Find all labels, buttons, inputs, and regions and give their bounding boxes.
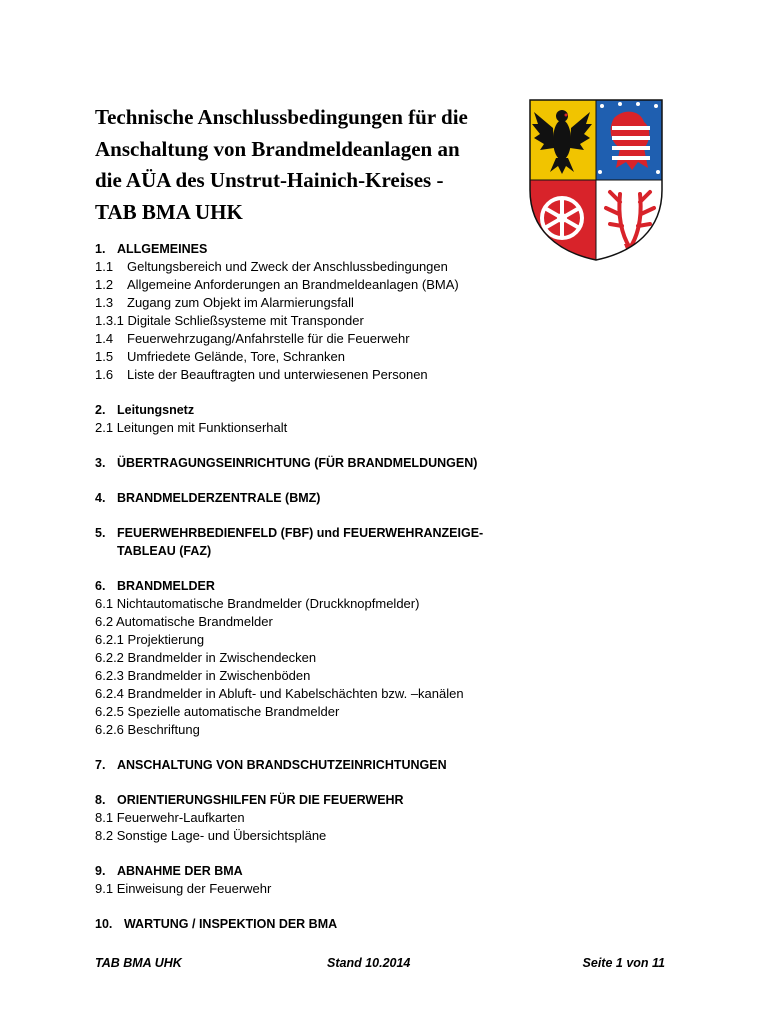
toc-section-7 (95, 756, 695, 774)
title-line: die AÜA des Unstrut-Hainich-Kreises - (95, 168, 444, 192)
toc-heading (95, 791, 695, 809)
toc-heading-title: ALLGEMEINES (117, 242, 208, 256)
toc-number: 6.2.3 (95, 668, 124, 683)
footer-document-id: TAB BMA UHK (95, 956, 182, 970)
toc-item-text: Liste der Beauftragten und unterwiesenen Personen (127, 367, 428, 382)
toc-number: 6.2.4 (95, 686, 124, 701)
toc-item (95, 631, 695, 649)
toc-item (95, 419, 695, 437)
toc-item (95, 294, 695, 312)
toc-heading-title: FEUERWEHRBEDIENFELD (FBF) und FEUERWEHRANZEIGE- (117, 526, 484, 540)
title-line: Technische Anschlussbedingungen für die (95, 105, 468, 129)
title-line: TAB BMA UHK (95, 199, 243, 224)
toc-heading (95, 454, 695, 472)
toc-number: 6.1 (95, 596, 114, 611)
toc-heading (95, 524, 695, 542)
toc-heading-title: WARTUNG / INSPEKTION DER BMA (123, 917, 338, 931)
toc-number: 10. (95, 917, 113, 931)
toc-section-3 (95, 454, 695, 472)
toc-heading (95, 915, 695, 933)
toc-number: 3. (95, 456, 106, 470)
toc-item (95, 276, 695, 294)
toc-number: 9. (95, 864, 106, 878)
toc-heading (95, 240, 695, 258)
toc-item-text: Automatische Brandmelder (115, 614, 273, 629)
toc-number: 8.2 (95, 828, 114, 843)
toc-section-8 (95, 791, 695, 845)
toc-number: 1.5 (95, 349, 114, 364)
toc-number: 1. (95, 242, 106, 256)
document-title (95, 102, 525, 228)
toc-item (95, 595, 695, 613)
toc-item (95, 667, 695, 685)
toc-item-text: Beschriftung (127, 722, 200, 737)
toc-section-1 (95, 240, 695, 384)
toc-number: 9.1 (95, 881, 114, 896)
toc-item (95, 880, 695, 898)
toc-heading-title: ANSCHALTUNG VON BRANDSCHUTZEINRICHTUNGEN (117, 758, 447, 772)
toc-item-text: Projektierung (127, 632, 205, 647)
toc-heading-title: Leitungsnetz (117, 403, 195, 417)
toc-item-text: Umfriedete Gelände, Tore, Schranken (127, 349, 345, 364)
toc-number: 8. (95, 793, 106, 807)
toc-number: 6.2 (95, 614, 114, 629)
toc-number: 7. (95, 758, 106, 772)
toc-item-text: Nichtautomatische Brandmelder (Druckknopfmelder) (116, 596, 420, 611)
toc-section-10 (95, 915, 695, 933)
toc-heading (95, 862, 695, 880)
toc-item (95, 258, 695, 276)
toc-number: 8.1 (95, 810, 114, 825)
toc-item (95, 649, 695, 667)
toc-item-text: Brandmelder in Zwischendecken (127, 650, 317, 665)
toc-heading (95, 401, 695, 419)
footer-page-number: Seite 1 von 11 (582, 956, 665, 970)
toc-section-6 (95, 577, 695, 739)
toc-heading (95, 756, 695, 774)
toc-section-9 (95, 862, 695, 898)
toc-item (95, 685, 695, 703)
toc-item (95, 703, 695, 721)
toc-number: 5. (95, 526, 106, 540)
toc-item (95, 721, 695, 739)
toc-item-text: Brandmelder in Abluft- und Kabelschächten bzw. –kanälen (127, 686, 464, 701)
title-line: Anschaltung von Brandmeldeanlagen an (95, 136, 460, 161)
toc-number: 6.2.1 (95, 632, 124, 647)
toc-number: 1.4 (95, 331, 114, 346)
toc-item (95, 613, 695, 631)
toc-number: 2. (95, 403, 106, 417)
toc-number: 4. (95, 491, 106, 505)
toc-heading-title: BRANDMELDERZENTRALE (BMZ) (117, 491, 321, 505)
footer-version-date: Stand 10.2014 (327, 956, 411, 970)
table-of-contents (95, 240, 695, 933)
toc-item-text: Digitale Schließsysteme mit Transponder (127, 313, 364, 328)
toc-item-text: Zugang zum Objekt im Alarmierungsfall (127, 295, 354, 310)
toc-heading (95, 489, 695, 507)
page-footer (95, 956, 665, 972)
toc-number: 6.2.2 (95, 650, 124, 665)
toc-number: 1.1 (95, 259, 114, 274)
toc-item-text: Feuerwehrzugang/Anfahrstelle für die Feuerwehr (127, 331, 410, 346)
toc-item-text: Einweisung der Feuerwehr (116, 881, 272, 896)
toc-heading-continuation: TABLEAU (FAZ) (117, 544, 212, 558)
toc-item-text: Brandmelder in Zwischenböden (127, 668, 311, 683)
toc-number: 1.2 (95, 277, 114, 292)
toc-heading-title: BRANDMELDER (117, 579, 215, 593)
toc-number: 6.2.6 (95, 722, 124, 737)
toc-item (95, 827, 695, 845)
toc-section-5 (95, 524, 695, 560)
toc-item-text: Sonstige Lage- und Übersichtspläne (116, 828, 327, 843)
coat-of-arms-icon (528, 98, 664, 262)
toc-item-text: Geltungsbereich und Zweck der Anschlussbedingungen (127, 259, 448, 274)
toc-item (95, 809, 695, 827)
toc-heading (95, 577, 695, 595)
toc-number: 1.6 (95, 367, 114, 382)
toc-item (95, 366, 695, 384)
toc-number: 1.3.1 (95, 313, 124, 328)
toc-section-4 (95, 489, 695, 507)
toc-number: 2.1 (95, 420, 114, 435)
toc-number: 1.3 (95, 295, 114, 310)
toc-item-text: Leitungen mit Funktionserhalt (116, 420, 288, 435)
toc-number: 6. (95, 579, 106, 593)
toc-item-text: Allgemeine Anforderungen an Brandmeldeanlagen (BMA) (127, 277, 459, 292)
toc-item (95, 348, 695, 366)
toc-heading-title: ÜBERTRAGUNGSEINRICHTUNG (FÜR BRANDMELDUNGEN) (117, 456, 478, 470)
toc-section-2 (95, 401, 695, 437)
toc-number: 6.2.5 (95, 704, 124, 719)
toc-item-text: Feuerwehr-Laufkarten (116, 810, 245, 825)
toc-item (95, 330, 695, 348)
toc-heading-title: ORIENTIERUNGSHILFEN FÜR DIE FEUERWEHR (117, 793, 404, 807)
toc-item-text: Spezielle automatische Brandmelder (127, 704, 340, 719)
toc-heading-title: ABNAHME DER BMA (117, 864, 243, 878)
toc-item (95, 312, 695, 330)
